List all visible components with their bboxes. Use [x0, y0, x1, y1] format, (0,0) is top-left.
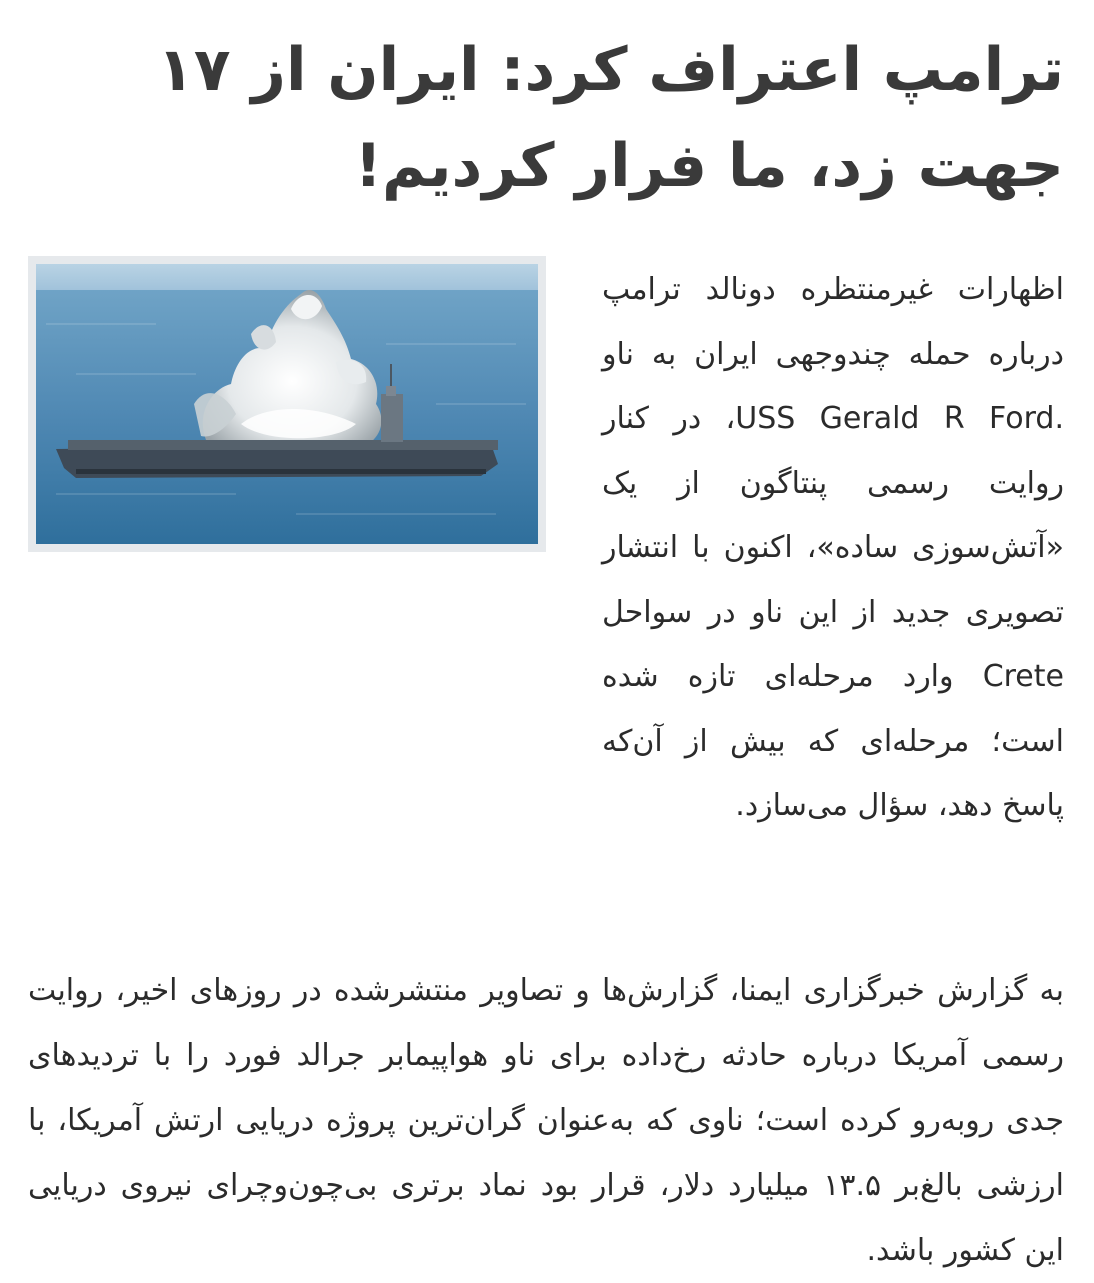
- sky: [36, 264, 538, 292]
- article-headline: ترامپ اعتراف کرد: ایران از ۱۷ جهت زد، ما فرار کردیم!: [157, 35, 1064, 201]
- article-body-paragraph: به گزارش خبرگزاری ایمنا، گزارش‌ها و تصاویر منتشرشده در روزهای اخیر، روایت رسمی آمریکا درباره حادثه رخ‌داده برای ناو هواپیمابر جرالد فورد را با تردیدهای جدی روبه‌رو کرده است؛ ناوی که به‌عنوان گران‌ترین پروژه دریایی ارتش آمریکا، با ارزشی بالغ‌بر ۱۳.۵ میلیارد دلار، قرار بود نماد برتری بی‌چون‌وچرای نیروی دریایی این کشور باشد.: [28, 973, 1064, 1268]
- aircraft-carrier-explosion-image: [36, 264, 538, 544]
- article-image-frame: [28, 256, 546, 552]
- article-lead-paragraph: اظهارات غیرمنتظره دونالد ترامپ درباره حمله چندوجهی ایران به ناو .USS Gerald R Ford، در کنار روایت رسمی پنتاگون از یک «آتش‌سوزی ساده»، اکنون با انتشار تصویری جدید از این ناو در سواحل Crete وارد مرحله‌ای تازه شده است؛ مرحله‌ای که بیش از آن‌که پاسخ دهد، سؤال می‌سازد.: [602, 272, 1064, 823]
